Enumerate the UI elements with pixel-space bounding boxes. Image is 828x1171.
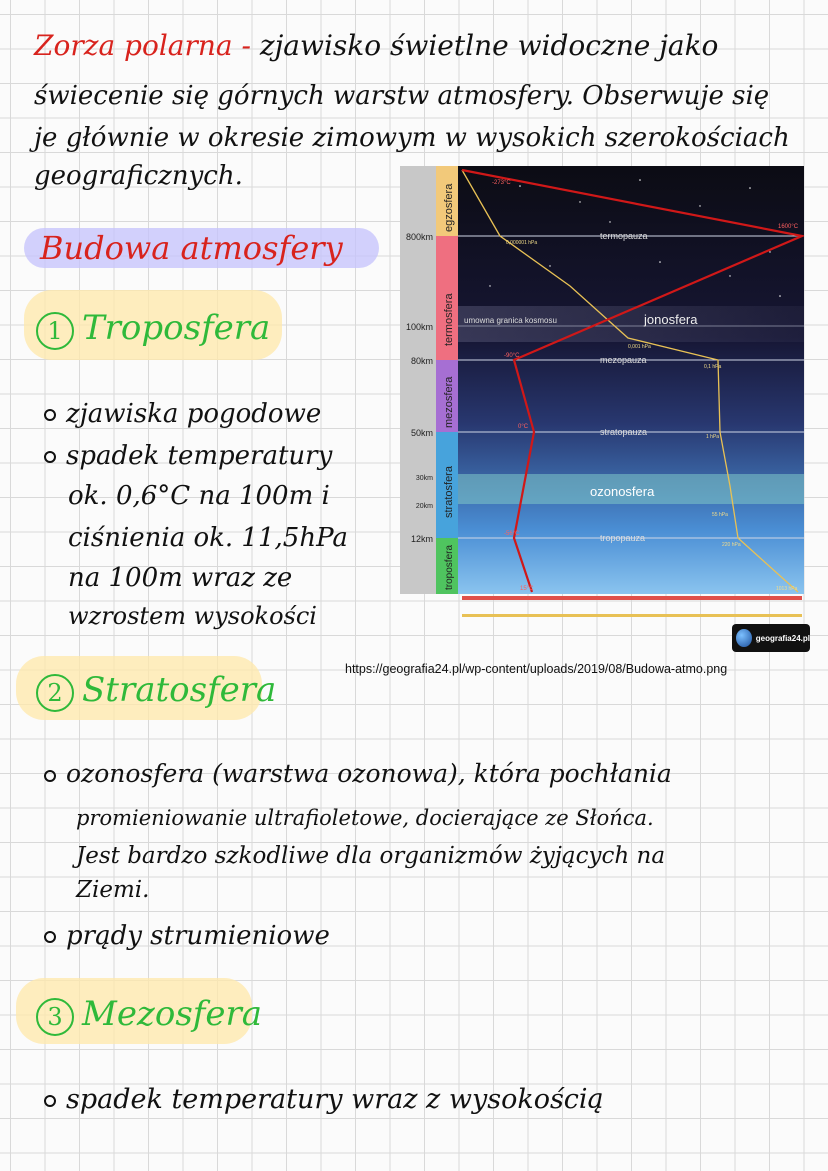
alt-100: 100km [405,322,433,332]
temp-mezo: -90°C [504,353,520,359]
layer2-name: Stratosfera [82,670,277,710]
alt-20: 20km [415,503,433,510]
bullet-text: spadek temperatury [66,441,333,471]
bullet-marker [44,931,56,943]
layer2-bullet1 [44,758,672,790]
intro-dash: - [232,29,260,62]
label-stratopauza: stratopauza [600,427,648,437]
alt-80: 80km [410,356,433,366]
alt-12: 12km [410,534,433,544]
source-logo [732,624,810,652]
atmosphere-diagram-svg [400,166,804,626]
layer2-heading [36,670,276,712]
layer3-name: Mezosfera [82,994,262,1034]
bullet-marker [44,770,56,782]
press-3: 0,1 hPa [704,364,722,370]
atmosphere-diagram [400,166,804,626]
logo-text: geografia24.pl [755,633,810,643]
bullet-text: ozonosfera (warstwa ozonowa), która pochłania [66,759,672,788]
temp-ground: 15°C [520,586,534,592]
bullet-text: zjawiska pogodowe [66,399,322,429]
temp-max: 1600°C [778,224,799,230]
label-tropopauza: tropopauza [600,533,646,543]
press-5: 55 hPa [712,512,728,518]
temp-axis [462,596,802,600]
section-title: Budowa atmosfery [40,229,343,267]
intro-line-3: je głównie w okresie zimowym w wysokich szerokościach [34,123,790,153]
label-ozonosfera: ozonosfera [590,484,655,499]
layer1-bullet2-line3: ciśnienia ok. 11,5hPa [68,523,348,553]
layer1-bullet2-line4: na 100m wraz ze [68,563,293,593]
altitude-column [400,166,436,594]
press-6: 220 hPa [722,542,741,548]
bullet-marker [44,409,56,421]
label-kosmos: umowna granica kosmosu [464,316,557,325]
press-4: 1 hPa [706,434,720,440]
temp-strato: 0°C [518,424,529,430]
intro-line-4: geograficznych. [34,161,243,191]
alt-30: 30km [415,475,433,482]
layer1-bullet2 [44,440,332,472]
intro-line-2: świecenie się górnych warstw atmosfery. Obserwuje się [34,81,770,111]
band-label-termosfera: termosfera [443,293,455,346]
intro-term: Zorza polarna [34,29,233,62]
layer2-bullet1-line4: Ziemi. [76,877,150,903]
layer2-bullet1-line2: promieniowanie ultrafioletowe, docierające ze Słońca. [76,806,654,830]
band-label-egzosfera: egzosfera [443,183,455,232]
layer1-number: 1 [36,312,74,350]
temp-tropo: -56°C [504,531,520,537]
bullet-marker [44,1095,56,1107]
press-2: 0,001 hPa [628,344,651,350]
label-jonosfera: jonosfera [644,312,698,327]
layer1-bullet1 [44,398,321,430]
layer1-bullet2-line2: ok. 0,6°C na 100m i [68,481,330,511]
layer3-bullet1 [44,1084,604,1116]
layer1-heading [36,308,270,350]
bullet-text: spadek temperatury wraz z wysokością [66,1084,604,1115]
label-mezopauza: mezopauza [600,355,647,365]
layer1-bullet2-line5: wzrostem wysokości [68,602,317,630]
intro-text-1: zjawisko świetlne widoczne jako [259,29,719,62]
layer2-bullet1-line3: Jest bardzo szkodliwe dla organizmów żyjących na [76,843,666,869]
press-1: 0,000001 hPa [506,240,538,246]
bullet-text: prądy strumieniowe [66,921,330,951]
label-termopauza: termopauza [600,231,648,241]
layer3-number: 3 [36,998,74,1036]
layer3-heading [36,994,262,1036]
press-7: 1013 hPa [776,586,798,592]
intro-line-1 [34,30,718,62]
source-url[interactable]: https://geografia24.pl/wp-content/uploads/2019/08/Budowa-atmo.png [345,662,728,676]
layer2-bullet2 [44,920,330,952]
pressure-axis [462,614,802,617]
alt-800: 800km [405,232,433,242]
bullet-marker [44,451,56,463]
layer1-name: Troposfera [82,308,271,348]
layer2-number: 2 [36,674,74,712]
temp-top: -273°C [492,180,511,186]
band-label-stratosfera: stratosfera [443,466,455,518]
alt-50: 50km [410,428,433,438]
band-label-mezosfera: mezosfera [443,376,455,428]
band-label-troposfera: troposfera [444,544,455,590]
globe-icon [736,629,752,647]
